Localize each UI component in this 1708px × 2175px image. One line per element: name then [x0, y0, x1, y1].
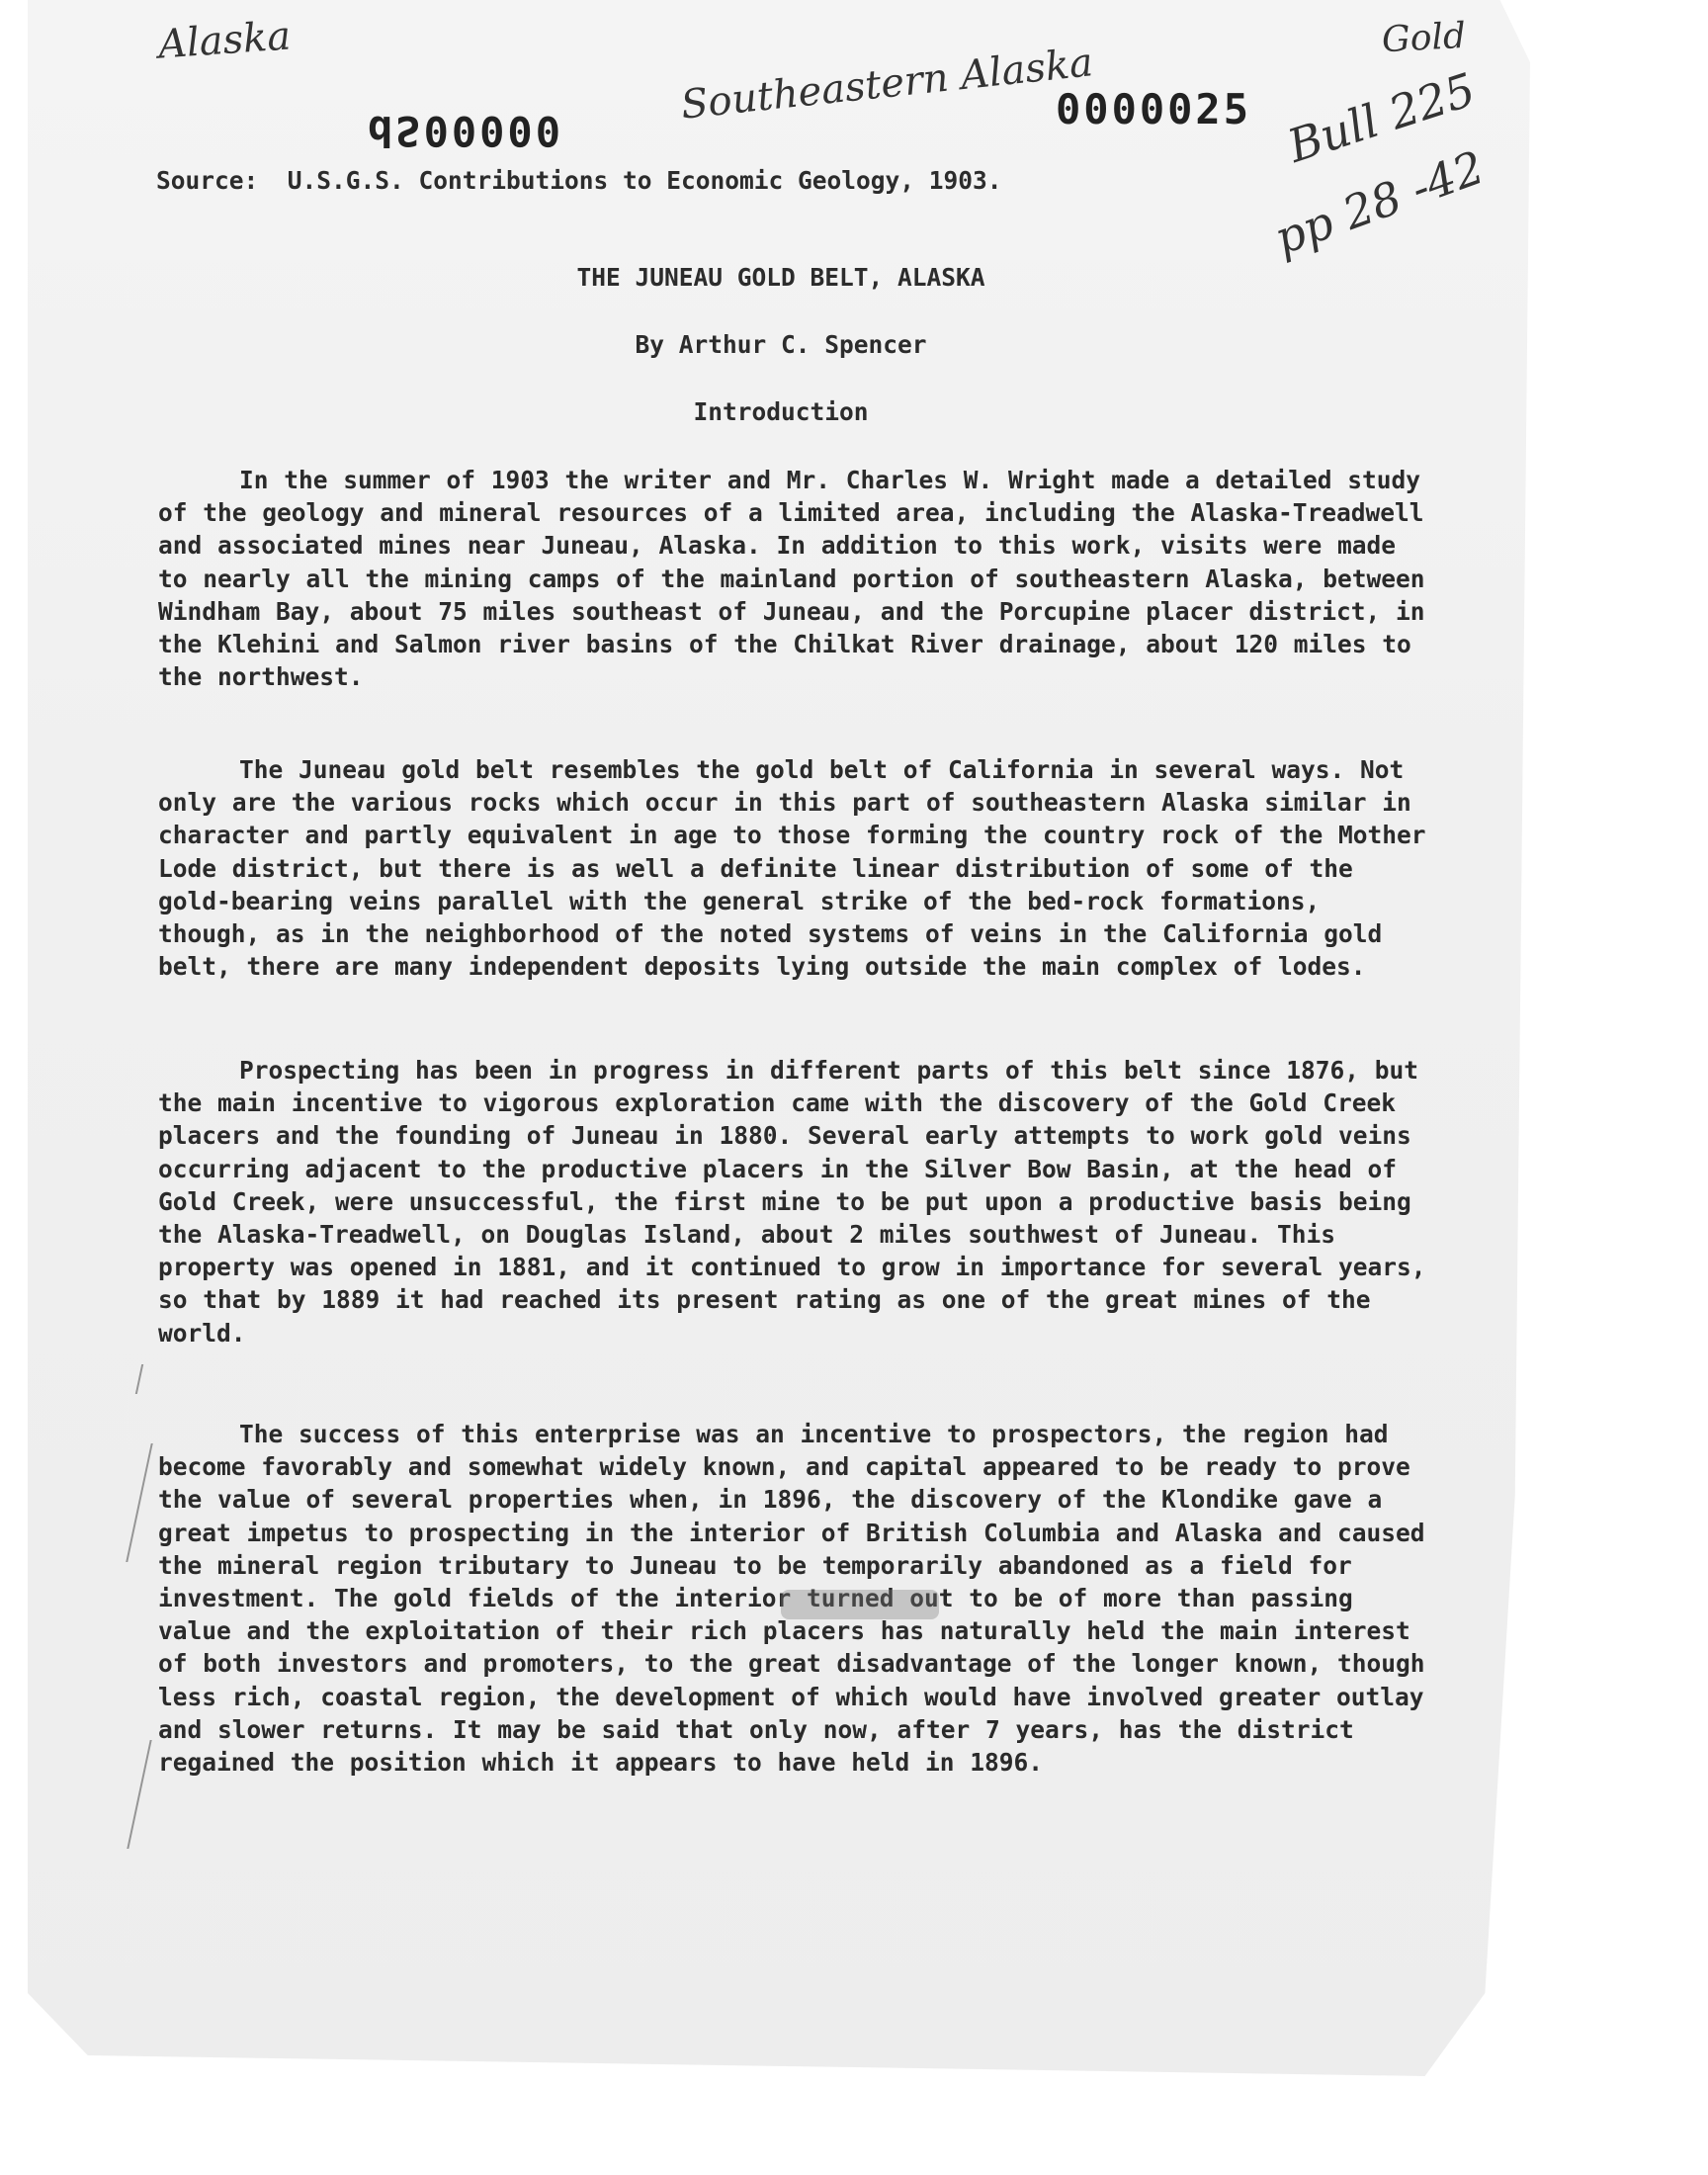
paragraph-4: The success of this enterprise was an incentive to prospectors, the region had become favorably and somewhat widely known, and capital appeared to be ready to prove the value of several properties when, in 1896, the discovery of the Klondike gave a great impetus to prospecting in the interior of British Columbia and Alaska and caused the mineral region tributary to Juneau to be temporarily abandoned as a field for investment. The gold fields of the interior turned out to be of more than passing value and the exploitation of their rich placers has naturally held the main interest of both investors and promoters, to the great disadvantage of the longer known, though less rich, coastal region, the development of which would have involved greater outlay and slower returns. It may be said that only now, after 7 years, has the district regained the position which it appears to have held in 1896. — [158, 1420, 1425, 1778]
document-title: THE JUNEAU GOLD BELT, ALASKA — [576, 263, 985, 292]
section-heading: Introduction — [693, 397, 869, 426]
handwritten-note-region: Southeastern Alaska — [678, 40, 1095, 129]
margin-pencil-mark — [135, 1364, 173, 1394]
handwritten-note-pages: pp 28 -42 — [1267, 139, 1492, 266]
handwritten-note-bulletin: Bull 225 — [1281, 62, 1482, 173]
stamp-number-left: dS00000 — [368, 107, 564, 155]
document-author: By Arthur C. Spencer — [635, 330, 927, 359]
handwritten-note-gold: Gold — [1380, 15, 1468, 61]
paragraph-2: The Juneau gold belt resembles the gold belt of California in several ways. Not only are the various rocks which occur in this part of southeastern Alaska similar in character and partly equivalent in age to those forming the country rock of the Mother Lode district, but there is as well a definite linear distribution of some of the gold-bearing veins parallel with the general strike of the bed-rock formations, though, as in the neighborhood of the noted systems of veins in the California gold belt, there are many independent deposits lying outside the main complex of lodes. — [158, 755, 1426, 982]
source-line: Source: U.S.G.S. Contributions to Economic Geology, 1903. — [156, 166, 1002, 195]
handwritten-note-alaska: Alaska — [156, 13, 293, 68]
paragraph-1: In the summer of 1903 the writer and Mr. Charles W. Wright made a detailed study of the geology and mineral resources of a limited area, including the Alaska-Treadwell and associated mines near Juneau, Alaska. In addition to this work, visits were made to nearly all the mining camps of the mainland portion of southeastern Alaska, between Windham Bay, about 75 miles southeast of Juneau, and the Porcupine placer district, in the Klehini and Salmon river basins of the Chilkat River drainage, about 120 miles to the northwest. — [158, 466, 1425, 692]
ink-smudge — [781, 1590, 939, 1619]
stamp-number-right: 0000025 — [1056, 85, 1252, 133]
paragraph-3: Prospecting has been in progress in different parts of this belt since 1876, but the main incentive to vigorous exploration came with the discovery of the Gold Creek placers and the founding of Juneau in 1880. Several early attempts to work gold veins occurring adjacent to the productive placers in the Silver Bow Basin, at the head of Gold Creek, were unsuccessful, the first mine to be put upon a productive basis being the Alaska-Treadwell, on Douglas Island, about 2 miles southwest of Juneau. This property was opened in 1881, and it continued to grow in importance for several years, so that by 1889 it had reached its present rating as one of the great mines of the world. — [158, 1056, 1426, 1348]
